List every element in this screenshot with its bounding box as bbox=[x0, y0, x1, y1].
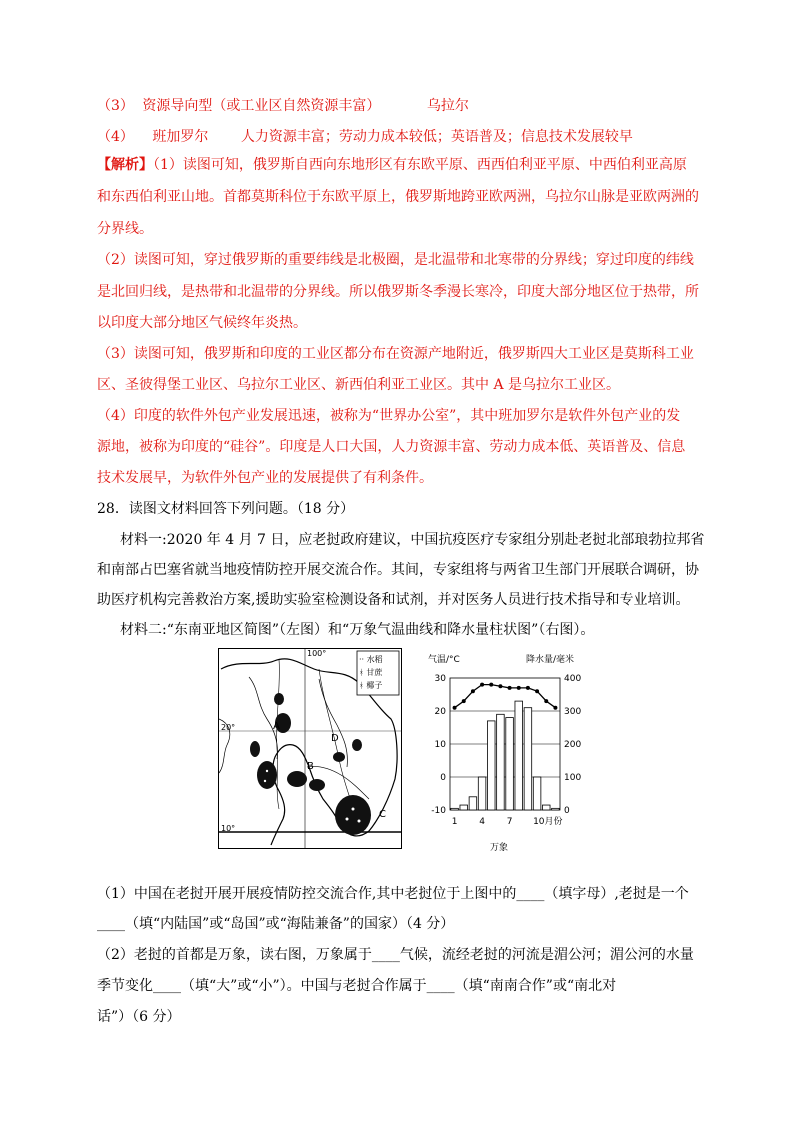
map-letter-d: D bbox=[331, 733, 339, 744]
latitude-10-label: 10° bbox=[221, 824, 236, 833]
answer-3-text: 资源导向型（或工业区自然资源丰富） bbox=[142, 98, 381, 114]
material-1-line3: 助医疗机构完善救治方案,援助实验室检测设备和试剂，并对医务人员进行技术指导和专业培训。 bbox=[97, 592, 690, 608]
y-tick-right: 300 bbox=[564, 707, 582, 717]
precipitation-bar bbox=[542, 805, 550, 810]
analysis-p3-line2: 区、圣彼得堡工业区、乌拉尔工业区、新西伯利亚工业区。其中 A 是乌拉尔工业区。 bbox=[97, 377, 621, 393]
temperature-line bbox=[455, 685, 556, 708]
subquestion-2-line3: 话”）（6 分） bbox=[97, 1009, 181, 1025]
temperature-point bbox=[471, 689, 475, 693]
answer-4-number: （4） bbox=[97, 129, 134, 145]
analysis-p1-line1 bbox=[97, 155, 687, 175]
temperature-point bbox=[535, 689, 539, 693]
y-tick-left: 30 bbox=[434, 674, 446, 684]
temperature-point bbox=[517, 686, 521, 690]
analysis-p1-line3: 分界线。 bbox=[97, 221, 153, 237]
x-tick-label: 10月份 bbox=[533, 817, 563, 827]
temperature-point bbox=[508, 686, 512, 690]
sugarcane-icon: ᚼ bbox=[359, 668, 364, 677]
material-1-line2: 和南部占巴塞省就当地疫情防控开展交流合作。其间，专家组将与两省卫生部门开展联合调研，协 bbox=[97, 562, 699, 578]
answer-3 bbox=[97, 96, 469, 116]
precipitation-bar bbox=[515, 701, 523, 810]
precipitation-bar bbox=[533, 777, 541, 810]
temperature-point bbox=[498, 684, 502, 688]
temperature-point bbox=[544, 699, 548, 703]
question-28-title: 28．读图文材料回答下列问题。（18 分） bbox=[97, 501, 355, 517]
answer-4-place: 班加罗尔 bbox=[152, 129, 209, 145]
precipitation-bar bbox=[469, 797, 477, 810]
legend-item-rice: ﻿·· 水稻 bbox=[359, 655, 383, 664]
x-tick-label: 1 bbox=[451, 817, 458, 827]
temperature-point bbox=[453, 706, 457, 710]
y-tick-right: 200 bbox=[564, 740, 582, 750]
temperature-point bbox=[480, 683, 484, 687]
answer-3-place: 乌拉尔 bbox=[426, 98, 469, 114]
temperature-point bbox=[553, 706, 557, 710]
precipitation-bar bbox=[478, 777, 486, 810]
coconut-icon: ᚼ bbox=[359, 681, 364, 690]
x-tick-label: 7 bbox=[506, 817, 513, 827]
analysis-p2-line2: 是北回归线，是热带和北温带的分界线。所以俄罗斯冬季漫长寒冷，印度大部分地区位于热带，所 bbox=[97, 284, 699, 300]
subquestion-1-line2: ____（填“内陆国”或“岛国”或“海陆兼备”的国家）（4 分） bbox=[97, 916, 455, 932]
southeast-asia-map bbox=[218, 648, 402, 849]
map-letter-b: B bbox=[307, 761, 314, 772]
y-tick-left: -10 bbox=[431, 806, 446, 816]
y-tick-right: 400 bbox=[564, 674, 582, 684]
river-line bbox=[277, 659, 280, 809]
x-tick-label: 4 bbox=[479, 817, 485, 827]
y-tick-right: 0 bbox=[564, 806, 570, 816]
chart-ylabel-right: 降水量/毫米 bbox=[526, 655, 575, 665]
rice-icon: ﻿·· bbox=[359, 655, 365, 664]
legend-item-coconut: ᚼ 椰子 bbox=[359, 681, 383, 690]
map-letter-c: C bbox=[379, 809, 386, 820]
legend-item-sugarcane: ᚼ 甘蔗 bbox=[359, 668, 383, 677]
analysis-p3-line1: （3）读图可知，俄罗斯和印度的工业区都分布在资源产地附近，俄罗斯四大工业区是莫斯科工业 bbox=[97, 346, 694, 362]
analysis-p4-line3: 技术发展早，为软件外包产业的发展提供了有利条件。 bbox=[97, 470, 433, 486]
temperature-point bbox=[489, 683, 493, 687]
material-1-line1: 材料一:2020 年 4 月 7 日，应老挝政府建议，中国抗疫医疗专家组分别赴老挝北部琅勃拉邦省 bbox=[120, 532, 705, 548]
answer-4-text: 人力资源丰富；劳动力成本较低；英语普及；信息技术发展较早 bbox=[240, 129, 633, 145]
y-tick-left: 20 bbox=[434, 707, 446, 717]
analysis-p1-text: （1）读图可知，俄罗斯自西向东地形区有东欧平原、西西伯利亚平原、中西伯利亚高原 bbox=[153, 157, 687, 173]
map-letter-a: A bbox=[273, 721, 280, 732]
latitude-20-label: 20° bbox=[221, 723, 236, 732]
analysis-p2-line3: 以印度大部分地区气候终年炎热。 bbox=[97, 315, 307, 331]
answer-3-number: （3） bbox=[97, 98, 134, 114]
precipitation-bar bbox=[524, 708, 532, 810]
precipitation-bar bbox=[451, 808, 459, 810]
chart-title: 万象 bbox=[490, 843, 509, 853]
analysis-p4-line2: 源地，被称为印度的“硅谷”。印度是人口大国，人力资源丰富、劳动力成本低、英语普及、信息 bbox=[97, 439, 686, 455]
y-tick-left: 0 bbox=[440, 773, 446, 783]
analysis-p2-line1: （2）读图可知，穿过俄罗斯的重要纬线是北极圈，是北温带和北寒带的分界线；穿过印度的纬线 bbox=[97, 252, 694, 268]
material-2: 材料二:“东南亚地区简图”（左图）和“万象气温曲线和降水量柱状图”（右图）。 bbox=[120, 622, 595, 638]
subquestion-2-line1: （2）老挝的首都是万象，读右图，万象属于____气候，流经老挝的河流是湄公河；湄公河的水量 bbox=[97, 947, 694, 963]
temperature-point bbox=[462, 699, 466, 703]
precipitation-bar bbox=[506, 718, 514, 810]
subquestion-1-line1: （1）中国在老挝开展开展疫情防控交流合作,其中老挝位于上图中的____（填字母）,老挝是一个 bbox=[97, 886, 689, 902]
climate-chart bbox=[418, 648, 588, 856]
longitude-label: 100° bbox=[307, 649, 327, 658]
analysis-tag: 【解析】 bbox=[97, 157, 153, 173]
climate-chart-svg bbox=[418, 648, 588, 856]
precipitation-bar bbox=[552, 808, 560, 810]
precipitation-bar bbox=[487, 721, 495, 810]
y-tick-right: 100 bbox=[564, 773, 582, 783]
answer-4 bbox=[97, 127, 633, 147]
precipitation-bar bbox=[497, 714, 505, 810]
y-tick-left: 10 bbox=[434, 740, 446, 750]
analysis-p4-line1: （4）印度的软件外包产业发展迅速，被称为“世界办公室”，其中班加罗尔是软件外包产业的发 bbox=[97, 408, 681, 424]
map-legend bbox=[359, 653, 383, 692]
temperature-point bbox=[526, 686, 530, 690]
subquestion-2-line2: 季节变化____（填“大”或“小”）。中国与老挝合作属于____（填“南南合作”或“南北对 bbox=[97, 978, 617, 994]
precipitation-bar bbox=[460, 805, 468, 810]
analysis-p1-line2: 和东西伯利亚山地。首都莫斯科位于东欧平原上，俄罗斯地跨亚欧两洲，乌拉尔山脉是亚欧两洲的 bbox=[97, 189, 699, 205]
chart-ylabel-left: 气温/°C bbox=[428, 655, 460, 665]
